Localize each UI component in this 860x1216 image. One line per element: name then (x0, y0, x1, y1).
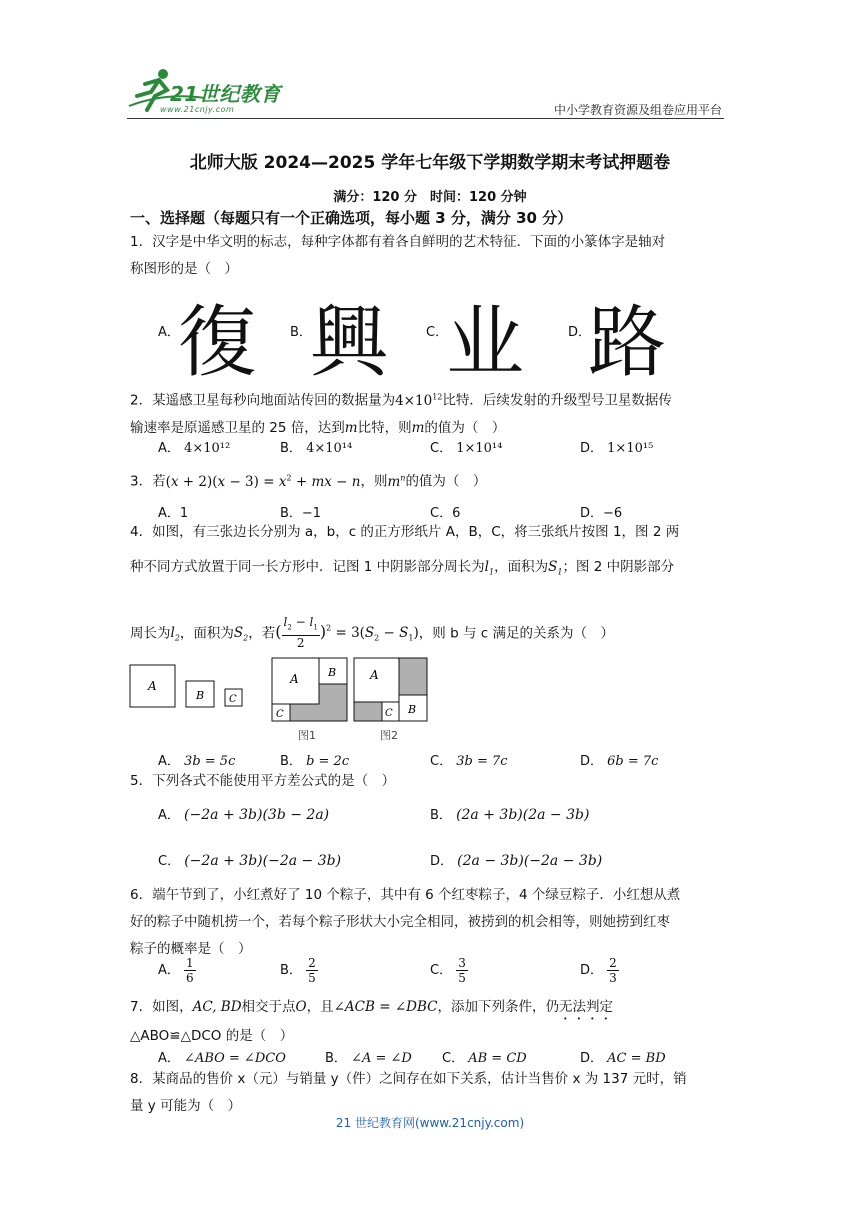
q7-point-o: O (295, 999, 307, 1015)
q2-value-inline: $4\times 10^{12}$ (395, 392, 443, 409)
q6-line2: 好的粽子中随机捞一个，若每个粽子形状大小完全相同，被捞到的机会相等，则她捞到红枣 (130, 914, 670, 930)
q2-option-b-label: B． (280, 441, 302, 456)
question-3-stem (130, 464, 730, 496)
seal-glyph-ye: 业 (446, 298, 525, 388)
q7-text-d: ，添加下列条件，仍 (437, 999, 559, 1015)
q2-text-e: 的值为（ ） (424, 419, 506, 436)
q2-text-d: 比特，则 (357, 419, 412, 436)
q6-option-a-num: 1 (186, 956, 194, 970)
svg-text:B: B (328, 666, 337, 679)
q3-text-c: 的值为（ ） (405, 473, 487, 490)
q2-option-d-label: D． (580, 441, 604, 456)
q7-option-d-label: D． (580, 1051, 604, 1066)
question-1-line1: 1．汉字是中华文明的标志，每种字体都有着各自鲜明的艺术特征．下面的小篆体字是轴对 (130, 234, 666, 250)
q8-line2: 量 y 可能为（ ） (130, 1098, 242, 1114)
q6-option-c-den: 5 (458, 971, 466, 985)
header-divider (127, 118, 724, 119)
q6-option-a-den: 6 (186, 971, 194, 985)
q3-option-a[interactable]: A．1 (158, 506, 189, 521)
q4-text-c: ；图 2 中阴影部分 (562, 559, 675, 575)
q6-option-c[interactable] (430, 956, 468, 985)
q6-option-d-num: 2 (609, 956, 617, 970)
svg-text:B: B (408, 703, 417, 716)
q2-option-a-label: A． (158, 441, 180, 456)
seal-glyph-fu: 復 (178, 298, 257, 388)
q4-text-e: ，面积为 (179, 625, 234, 642)
q7-line2: △ABO≌△DCO 的是（ ） (130, 1028, 294, 1044)
svg-text:A: A (290, 672, 299, 686)
platform-label: 中小学教育资源及组卷应用平台 (553, 103, 722, 117)
svg-text:C: C (385, 708, 393, 719)
q3-text-a: 3．若 (130, 473, 166, 490)
question-7-stem (130, 994, 730, 1050)
q5-option-a-value: (−2a + 3b)(3b − 2a) (184, 807, 330, 823)
q7-option-d[interactable] (580, 1047, 666, 1066)
q6-option-b-den: 5 (308, 971, 316, 985)
question-2-stem (130, 383, 730, 442)
q6-option-d[interactable] (580, 956, 619, 985)
q3-expression: $m^n$ (387, 473, 406, 490)
q4-option-c-value: 3b = 7c (456, 754, 508, 769)
q6-option-a-label: A． (158, 963, 180, 978)
q7-option-a[interactable] (158, 1047, 286, 1066)
q4-option-a-value: 3b = 5c (184, 754, 236, 769)
q2-var-m1: m (344, 419, 358, 436)
svg-text:C: C (229, 694, 237, 705)
q4-option-d-value: 6b = 7c (607, 754, 659, 769)
q7-line1 (130, 994, 730, 1023)
q2-option-c-value: 1×10¹⁴ (456, 441, 503, 456)
q1-option-d-label[interactable]: D． (568, 325, 592, 340)
question-1-line2: 称图形的是（ ） (130, 261, 238, 277)
q4-condition: ( $\frac{l_2 - l_1}{2}$ )$^2$ (275, 615, 332, 650)
q7-text-a: 7．如图， (130, 999, 193, 1015)
q6-option-b-num: 2 (308, 956, 316, 970)
q4-text-d: 周长为 (130, 625, 171, 642)
q3-option-b[interactable]: B．−1 (280, 506, 322, 521)
q5-option-a-label: A． (158, 808, 180, 823)
q6-line1: 6．端午节到了，小红煮好了 10 个粽子，其中有 6 个红枣粽子，4 个绿豆粽子．小红想从煮 (130, 887, 681, 903)
q7-text-e: 无法判定 (558, 999, 613, 1015)
svg-text:图2: 图2 (380, 729, 398, 742)
q4-option-c[interactable] (430, 750, 508, 769)
section-heading: 一、选择题（每题只有一个正确选项，每小题 3 分，满分 30 分） (130, 209, 573, 227)
q6-option-b[interactable] (280, 956, 318, 985)
question-6-stem (130, 882, 730, 963)
q8-line1: 8．某商品的售价 x（元）与销量 y（件）之间存在如下关系，估计当售价 x 为 137 元时，销 (130, 1071, 687, 1087)
q2-option-d[interactable] (580, 437, 653, 456)
q7-option-c-value: AB = CD (468, 1051, 527, 1066)
q3-option-d[interactable]: D．−6 (580, 506, 623, 521)
q7-option-a-label: A． (158, 1051, 180, 1066)
q4-text-a: 种不同方式放置于同一长方形中．记图 1 中阴影部分周长为 (130, 559, 485, 575)
q2-option-c[interactable] (430, 437, 502, 456)
svg-text:B: B (196, 689, 205, 702)
page-title: 北师大版 2024—2025 学年七年级下学期数学期末考试押题卷 (189, 153, 671, 173)
q5-option-b-value: (2a + 3b)(2a − 3b) (456, 807, 590, 823)
question-4-stem (130, 518, 730, 653)
q4-figure (128, 655, 430, 747)
q7-option-b-label: B． (325, 1051, 347, 1066)
q4-line3 (130, 615, 730, 653)
seal-glyph-lu: 路 (588, 298, 667, 388)
q7-option-b-value: ∠A = ∠D (351, 1051, 412, 1066)
q4-text-b: ，面积为 (494, 559, 549, 575)
svg-text:A: A (370, 668, 379, 682)
q5-option-c-label: C． (158, 854, 181, 869)
q4-line2 (130, 553, 730, 587)
q6-option-a[interactable] (158, 956, 196, 985)
q6-option-c-num: 3 (458, 956, 466, 970)
q2-option-a[interactable] (158, 437, 230, 456)
question-8-stem (130, 1066, 730, 1120)
q5-option-b[interactable] (430, 804, 589, 823)
q4-text-g: ，则 b 与 c 满足的关系为（ ） (418, 625, 614, 642)
q6-line3: 粽子的概率是（ ） (130, 941, 252, 957)
question-2-line1 (130, 383, 730, 415)
q5-option-b-label: B． (430, 808, 452, 823)
q2-text-b: 比特．后续发射的升级型号卫星数据传 (442, 392, 672, 409)
q2-option-c-label: C． (430, 441, 453, 456)
q4-text-f: ，若 (248, 625, 276, 642)
q5-option-a[interactable] (158, 804, 329, 823)
q6-option-b-label: B． (280, 963, 302, 978)
q2-var-m2: m (411, 419, 425, 436)
q2-text-a: 2．某遥感卫星每秒向地面站传回的数据量为 (130, 392, 396, 409)
q1-option-b-label[interactable]: B． (290, 325, 312, 340)
question-5-stem: 5．下列各式不能使用平方差公式的是（ ） (130, 773, 396, 789)
q2-option-b[interactable] (280, 437, 352, 456)
q5-option-c[interactable] (158, 850, 341, 869)
logo-url: www.21cnjy.com (160, 105, 235, 114)
q7-text-c: ，且 (306, 999, 334, 1015)
q2-option-a-value: 4×10¹² (184, 441, 231, 456)
svg-text:C: C (276, 709, 284, 720)
q4-l1: $l_1$ (484, 559, 495, 577)
seal-glyph-xing: 興 (310, 298, 389, 388)
q5-option-d[interactable] (430, 850, 602, 869)
q7-option-d-value: AC = BD (607, 1051, 666, 1066)
q1-option-c-label[interactable]: C． (426, 325, 449, 340)
q3-text-b: ，则 (360, 473, 388, 490)
exam-info: 满分：120 分 时间：120 分钟 (333, 190, 527, 205)
q6-option-d-den: 3 (609, 971, 617, 985)
q1-option-a-label[interactable]: A． (158, 325, 180, 340)
q4-condition-rhs: = $3(S_2 - S_1)$ (331, 625, 419, 643)
q7-text-b: 相交于点 (241, 999, 296, 1015)
q4-option-b-value: b = 2c (306, 754, 350, 769)
q5-option-c-value: (−2a + 3b)(−2a − 3b) (184, 853, 342, 869)
q7-angle-condition: ∠ACB = ∠DBC (333, 999, 438, 1015)
logo-text: 21世纪教育 (170, 82, 281, 106)
q2-option-d-value: 1×10¹⁵ (607, 441, 654, 456)
q4-option-b[interactable] (280, 750, 349, 769)
q4-option-a[interactable] (158, 750, 235, 769)
q4-line1: 4．如图，有三张边长分别为 a，b，c 的正方形纸片 A，B，C，将三张纸片按图 1，图 2 两 (130, 524, 680, 540)
q7-option-c[interactable] (442, 1047, 527, 1066)
q4-option-d[interactable] (580, 750, 658, 769)
q3-equation: $(x + 2)(x - 3) = x^2$ + mx − n (165, 473, 361, 490)
q5-option-d-label: D． (430, 854, 454, 869)
q4-option-c-label: C． (430, 754, 453, 769)
q6-option-c-label: C． (430, 963, 453, 978)
question-1-stem (130, 229, 730, 283)
footer-link[interactable]: 21 世纪教育网(www.21cnjy.com) (335, 1116, 525, 1130)
svg-text:图1: 图1 (298, 729, 316, 742)
q4-s2: $S_2$ (233, 625, 249, 643)
q4-l2: $l_2$ (170, 625, 180, 643)
q6-option-d-label: D． (580, 963, 604, 978)
q3-option-c[interactable]: C．6 (430, 506, 461, 521)
q5-option-d-value: (2a − 3b)(−2a − 3b) (457, 853, 603, 869)
q2-option-b-value: 4×10¹⁴ (306, 441, 353, 456)
q7-segments: AC, BD (192, 999, 242, 1015)
q2-text-c: 输速率是原遥感卫星的 25 倍，达到 (130, 419, 345, 436)
q4-option-a-label: A． (158, 754, 180, 769)
q7-option-a-value: ∠ABO = ∠DCO (184, 1051, 286, 1066)
q7-option-c-label: C． (442, 1051, 465, 1066)
q7-option-b[interactable] (325, 1047, 412, 1066)
q4-option-b-label: B． (280, 754, 302, 769)
q4-s1: $S_1$ (548, 559, 563, 577)
svg-text:A: A (148, 679, 157, 693)
q4-option-d-label: D． (580, 754, 604, 769)
